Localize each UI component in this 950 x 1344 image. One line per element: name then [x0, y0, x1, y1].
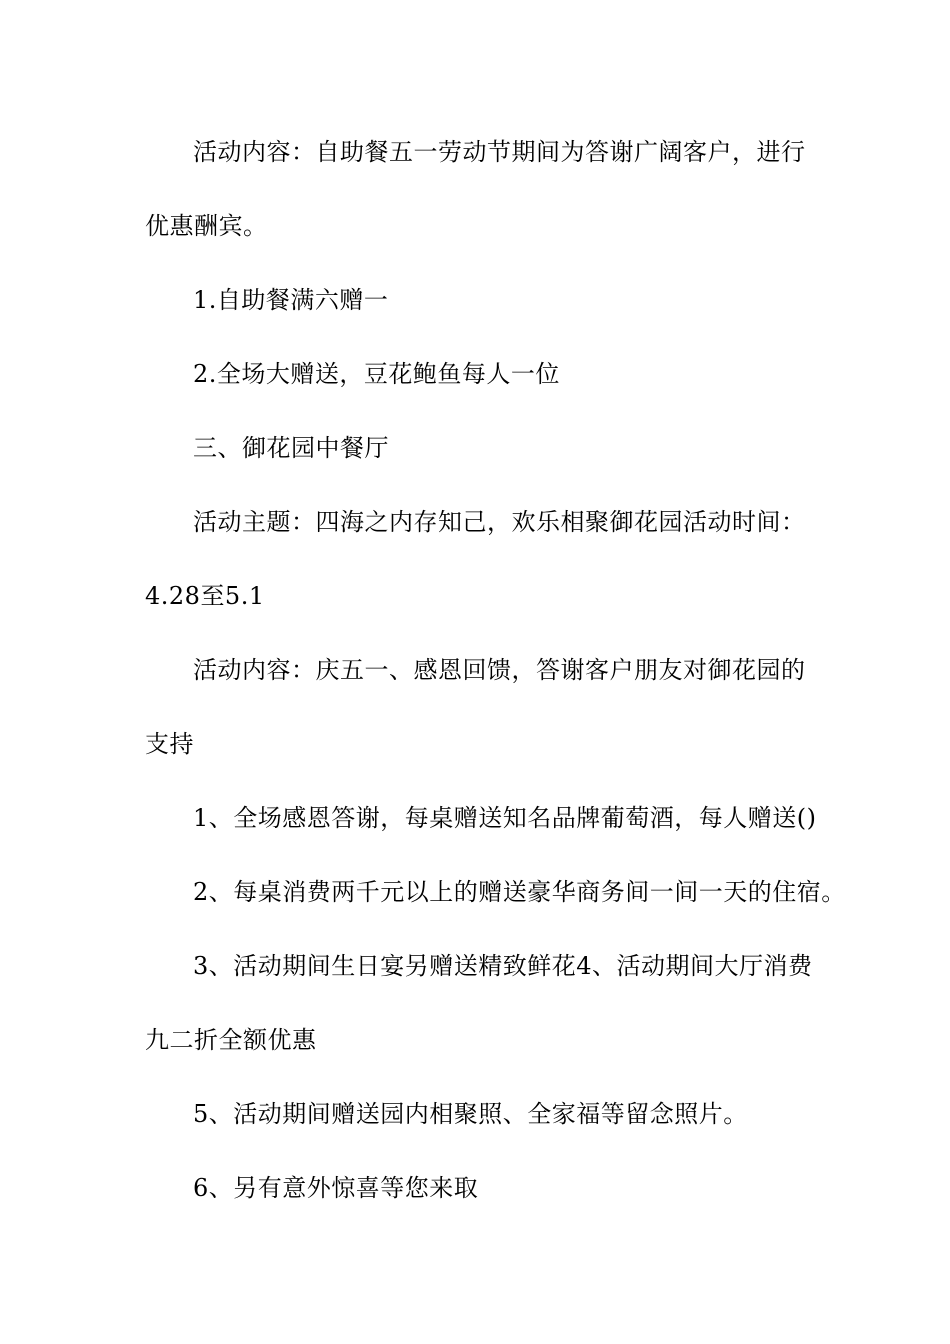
list-item-restaurant-3-4: 3、活动期间生日宴另赠送精致鲜花4、活动期间大厅消费	[193, 952, 813, 980]
paragraph-activity-dates: 4.28至5.1	[145, 582, 265, 610]
paragraph-continuation: 支持	[145, 730, 194, 758]
list-item-buffet-2: 2.全场大赠送，豆花鲍鱼每人一位	[193, 360, 560, 388]
paragraph-continuation: 九二折全额优惠	[145, 1026, 317, 1054]
list-item-restaurant-6: 6、另有意外惊喜等您来取	[193, 1174, 479, 1202]
paragraph-activity-content-buffet: 活动内容：自助餐五一劳动节期间为答谢广阔客户，进行	[193, 138, 806, 166]
section-heading-restaurant: 三、御花园中餐厅	[193, 434, 389, 462]
list-item-restaurant-5: 5、活动期间赠送园内相聚照、全家福等留念照片。	[193, 1100, 748, 1128]
paragraph-activity-content-restaurant: 活动内容：庆五一、感恩回馈，答谢客户朋友对御花园的	[193, 656, 806, 684]
list-item-restaurant-1: 1、全场感恩答谢，每桌赠送知名品牌葡萄酒，每人赠送()	[193, 804, 817, 832]
list-item-restaurant-2: 2、每桌消费两千元以上的赠送豪华商务间一间一天的住宿。	[193, 878, 846, 906]
list-item-buffet-1: 1.自助餐满六赠一	[193, 286, 389, 314]
paragraph-activity-theme: 活动主题：四海之内存知己，欢乐相聚御花园活动时间：	[193, 508, 806, 536]
paragraph-continuation: 优惠酬宾。	[145, 212, 268, 240]
